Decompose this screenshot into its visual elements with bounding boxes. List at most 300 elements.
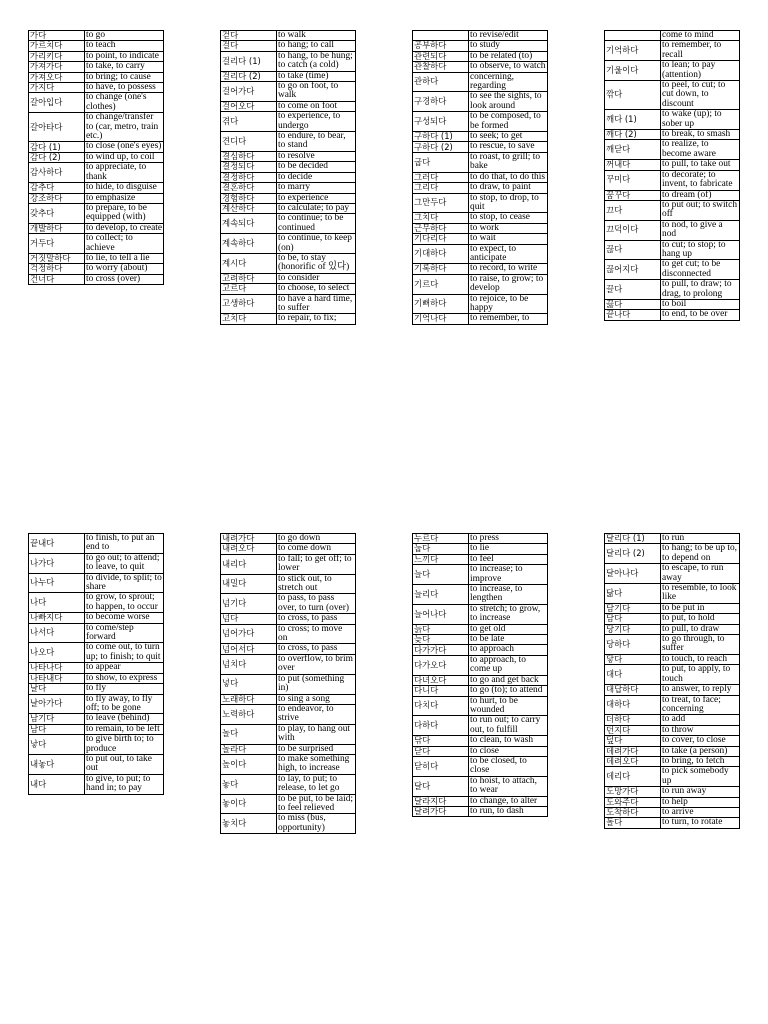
english-meaning: to boil	[661, 299, 740, 309]
korean-word: 데려가다	[605, 746, 661, 756]
english-meaning: to go and get back	[469, 675, 548, 685]
english-meaning: to come/step forward	[85, 623, 164, 643]
korean-word: 도착하다	[605, 807, 661, 817]
english-meaning: to pull, to take out	[661, 160, 740, 170]
korean-word: 갈아입다	[29, 93, 85, 113]
vocab-row	[413, 274, 548, 294]
vocab-row	[413, 746, 548, 756]
english-meaning: to appear	[85, 663, 164, 673]
vocab-row	[29, 183, 164, 193]
vocab-row	[221, 214, 356, 234]
vocab-row	[413, 41, 548, 51]
korean-word: 거짓말하다	[29, 253, 85, 263]
english-meaning: to become worse	[85, 613, 164, 623]
korean-word: 깨다 (1)	[605, 110, 661, 130]
vocab-row	[605, 665, 740, 685]
vocab-row	[29, 694, 164, 714]
english-meaning: to increase; to improve	[469, 565, 548, 585]
english-meaning: to put, to apply, to touch	[661, 665, 740, 685]
english-meaning: to sing a song	[277, 694, 356, 704]
english-meaning: to go through, to suffer	[661, 635, 740, 655]
vocab-row	[605, 130, 740, 140]
english-meaning: to divide, to split; to share	[86, 572, 162, 593]
vocab-row	[29, 193, 164, 203]
vocab-row	[413, 213, 548, 223]
korean-word: 도와주다	[605, 797, 661, 807]
english-meaning: to cross, to pass	[277, 614, 356, 624]
korean-word	[413, 31, 469, 41]
korean-word: 나타내다	[29, 673, 85, 683]
korean-word: 대다	[605, 665, 661, 685]
vocab-row	[605, 695, 740, 715]
english-meaning: to stretch; to grow, to increase	[469, 604, 548, 624]
english-meaning: to come down	[277, 544, 356, 554]
english-meaning: to be, to stay (honorific of 있다)	[277, 253, 356, 273]
korean-word: 달리다 (1)	[605, 534, 661, 544]
korean-word: 그치다	[413, 213, 469, 223]
vocab-row	[221, 774, 356, 794]
english-meaning: to work	[469, 223, 548, 233]
korean-word	[605, 31, 661, 41]
english-meaning: to calculate; to pay	[277, 203, 356, 213]
vocab-row	[605, 280, 740, 300]
english-meaning: to worry (about)	[85, 264, 164, 274]
vocab-row	[605, 544, 740, 564]
vocab-row	[413, 172, 548, 182]
english-meaning: to cover, to close	[661, 736, 740, 746]
korean-word: 결혼하다	[221, 183, 277, 193]
korean-word: 닫히다	[413, 756, 469, 776]
vocab-row	[29, 62, 164, 72]
korean-word: 나가다	[29, 553, 85, 573]
vocab-row	[29, 223, 164, 233]
vocab-row	[221, 314, 356, 324]
english-meaning: to approach, to come up	[469, 655, 548, 675]
korean-word: 가져가다	[29, 62, 85, 72]
english-meaning: to go down	[277, 534, 356, 544]
english-meaning: to hang; to be up to, to depend on	[661, 544, 740, 564]
english-meaning: to revise/edit	[469, 31, 548, 41]
korean-word: 닫다	[413, 746, 469, 756]
vocab-row	[221, 193, 356, 203]
korean-word: 기대하다	[413, 244, 469, 264]
korean-word: 관찰하다	[413, 62, 469, 72]
vocab-row	[605, 725, 740, 735]
korean-word: 기뻐하다	[413, 294, 469, 314]
vocab-row	[221, 151, 356, 161]
korean-word: 겪다	[221, 112, 277, 132]
korean-word: 구경하다	[413, 92, 469, 112]
korean-word: 꿈꾸다	[605, 190, 661, 200]
english-meaning: to cross; to move on	[277, 624, 356, 644]
korean-word: 깎다	[605, 81, 661, 110]
english-meaning: to throw	[661, 725, 740, 735]
korean-word: 계속되다	[221, 214, 277, 234]
english-meaning: to cross (over)	[85, 274, 164, 284]
english-meaning: to resolve	[277, 151, 356, 161]
english-meaning: to lean; to pay (attention)	[661, 61, 740, 81]
korean-word: 나타나다	[29, 663, 85, 673]
english-meaning: to get old	[469, 624, 548, 634]
korean-word: 강조하다	[29, 193, 85, 203]
vocab-table	[220, 30, 356, 325]
english-meaning: to make something high, to increase	[277, 754, 356, 774]
english-meaning: to walk	[277, 31, 356, 41]
english-meaning: to fly	[85, 684, 164, 694]
vocab-row	[221, 203, 356, 213]
vocab-card-4	[604, 30, 740, 321]
korean-word: 감다 (1)	[29, 142, 85, 152]
korean-word: 그만두다	[413, 193, 469, 213]
korean-word: 나오다	[29, 643, 85, 663]
korean-word: 기울이다	[605, 61, 661, 81]
korean-word: 넘기다	[221, 594, 277, 614]
english-meaning: to overflow, to brim over	[277, 654, 356, 674]
vocab-row	[221, 704, 356, 724]
english-meaning: to be related (to)	[469, 51, 548, 61]
vocab-row	[221, 654, 356, 674]
english-meaning: to end, to be over	[661, 310, 740, 320]
korean-word: 날다	[29, 684, 85, 694]
korean-word: 기다리다	[413, 234, 469, 244]
korean-word: 다가가다	[413, 645, 469, 655]
english-meaning: to lie, to tell a lie	[85, 253, 164, 263]
korean-word: 걷다	[221, 31, 277, 41]
vocab-row	[413, 223, 548, 233]
english-meaning: to rescue, to save	[469, 142, 548, 152]
korean-word: 넘다	[221, 614, 277, 624]
vocab-row	[29, 264, 164, 274]
korean-word: 끝내다	[29, 534, 85, 554]
vocab-row	[29, 31, 164, 41]
vocab-row	[29, 142, 164, 152]
english-meaning: to put out, to take out	[85, 754, 164, 774]
vocab-card-6	[220, 533, 356, 834]
korean-word: 기록하다	[413, 264, 469, 274]
korean-word: 늘리다	[413, 585, 469, 605]
korean-word: 끓다	[605, 299, 661, 309]
english-meaning: to fly away, to fly off; to be gone	[85, 694, 164, 714]
english-meaning: to be closed, to close	[469, 756, 548, 776]
vocab-row	[605, 140, 740, 160]
english-meaning: to press	[469, 534, 548, 544]
korean-word: 계속하다	[221, 234, 277, 254]
vocab-row	[413, 193, 548, 213]
vocab-row	[29, 534, 164, 554]
vocab-row	[413, 534, 548, 544]
vocab-row	[221, 41, 356, 51]
vocab-table	[28, 30, 164, 285]
vocab-row	[413, 635, 548, 645]
korean-word: 눕다	[413, 544, 469, 554]
english-meaning: to nod, to give a nod	[661, 220, 740, 240]
english-meaning: to take (time)	[277, 71, 356, 81]
vocab-row	[605, 603, 740, 613]
vocab-row	[29, 593, 164, 613]
korean-word: 경험하다	[221, 193, 277, 203]
korean-word: 느끼다	[413, 554, 469, 564]
vocab-card-2	[220, 30, 356, 325]
english-meaning: to hurt, to be wounded	[469, 696, 548, 716]
korean-word: 감추다	[29, 183, 85, 193]
english-meaning: to dream (of)	[661, 190, 740, 200]
vocab-row	[605, 110, 740, 130]
korean-word: 달다	[413, 776, 469, 796]
korean-word: 도망가다	[605, 787, 661, 797]
vocab-card-8	[604, 533, 740, 829]
korean-word: 넘어서다	[221, 644, 277, 654]
korean-word: 꺼내다	[605, 160, 661, 170]
korean-word: 걸다	[221, 41, 277, 51]
korean-word: 나빠지다	[29, 613, 85, 623]
korean-word: 끌다	[605, 280, 661, 300]
vocab-row	[29, 163, 164, 183]
vocab-row	[221, 794, 356, 814]
korean-word: 가지다	[29, 83, 85, 93]
english-meaning: to observe, to watch	[470, 61, 546, 72]
vocab-row	[221, 754, 356, 774]
english-meaning: to go on foot, to walk	[277, 82, 356, 102]
korean-word: 던지다	[605, 725, 661, 735]
english-meaning: to escape, to run away	[661, 564, 740, 584]
english-meaning: to wait	[469, 234, 548, 244]
vocab-row	[221, 724, 356, 744]
korean-word: 걸리다 (1)	[221, 51, 277, 71]
vocab-row	[605, 160, 740, 170]
english-meaning: to teach	[85, 41, 164, 51]
vocab-row	[605, 635, 740, 655]
english-meaning: to be put, to be laid; to feel relieved	[277, 794, 356, 814]
korean-word: 결심하다	[221, 151, 277, 161]
korean-word: 끊어지다	[605, 260, 661, 280]
korean-word: 걸리다 (2)	[221, 71, 277, 81]
english-meaning: to develop, to create	[86, 222, 163, 233]
english-meaning: to pass, to pass over, to turn (over)	[277, 594, 356, 614]
english-meaning: to peel, to cut; to cut down, to discount	[661, 81, 740, 110]
vocab-row	[221, 273, 356, 283]
korean-word: 대답하다	[605, 685, 661, 695]
korean-word: 당기다	[605, 624, 661, 634]
korean-word: 가르치다	[29, 41, 85, 51]
korean-word: 그리다	[413, 183, 469, 193]
vocab-row	[221, 544, 356, 554]
korean-word: 덮다	[605, 736, 661, 746]
vocab-row	[605, 756, 740, 766]
english-meaning: to have, to possess	[85, 83, 164, 93]
vocab-row	[413, 234, 548, 244]
english-meaning: to feel	[469, 554, 548, 564]
english-meaning: to seek; to get	[469, 132, 548, 142]
english-meaning: to endeavor, to strive	[277, 704, 356, 724]
korean-word: 근무하다	[413, 223, 469, 233]
english-meaning: to be put in	[661, 603, 740, 613]
vocab-row	[221, 614, 356, 624]
korean-word: 늘다	[413, 565, 469, 585]
korean-word: 누르다	[413, 534, 469, 544]
vocab-row	[413, 183, 548, 193]
english-meaning: to close (one's eyes)	[85, 142, 164, 152]
korean-word: 늦다	[413, 635, 469, 645]
vocab-row	[413, 51, 548, 61]
english-meaning: concerning, regarding	[469, 72, 548, 92]
vocab-row	[605, 746, 740, 756]
korean-word: 기억나다	[413, 314, 469, 324]
vocab-row	[413, 796, 548, 806]
vocab-card-5	[28, 533, 164, 795]
vocab-row	[221, 132, 356, 152]
vocab-row	[413, 686, 548, 696]
korean-word: 공부하다	[413, 41, 469, 51]
vocab-row	[413, 294, 548, 314]
vocab-row	[413, 604, 548, 624]
korean-word: 놀다	[221, 724, 277, 744]
vocab-table	[604, 533, 740, 829]
vocab-row	[413, 112, 548, 132]
vocab-row	[605, 299, 740, 309]
english-meaning: to roast, to grill; to bake	[469, 152, 548, 172]
korean-word: 나누다	[29, 573, 85, 593]
english-meaning: to prepare, to be equipped (with)	[85, 203, 164, 223]
english-meaning: to answer, to reply	[661, 685, 740, 695]
vocab-row	[605, 685, 740, 695]
vocab-row	[221, 744, 356, 754]
vocab-row	[221, 234, 356, 254]
korean-word: 갖추다	[29, 203, 85, 223]
english-meaning: to run, to dash	[469, 806, 548, 816]
vocab-row	[221, 694, 356, 704]
english-meaning: to bring; to cause	[85, 72, 164, 82]
english-meaning: to experience, to undergo	[277, 112, 356, 132]
korean-word: 고르다	[221, 284, 277, 294]
english-meaning: to leave (behind)	[85, 714, 164, 724]
korean-word: 가리키다	[29, 51, 85, 61]
korean-word: 닮다	[605, 584, 661, 604]
vocab-row	[605, 564, 740, 584]
korean-word: 넘어가다	[221, 624, 277, 644]
korean-word: 놀라다	[221, 744, 277, 754]
english-meaning: to wind up, to coil	[85, 152, 164, 162]
english-meaning: to be surprised	[277, 744, 356, 754]
vocab-row	[221, 294, 356, 314]
vocab-row	[29, 643, 164, 663]
korean-word: 결정되다	[221, 162, 277, 172]
vocab-row	[605, 797, 740, 807]
english-meaning: to collect; to achieve	[85, 234, 164, 254]
english-meaning: to put, to hold	[661, 614, 740, 624]
korean-word: 다가오다	[413, 655, 469, 675]
english-meaning: to point, to indicate	[85, 51, 164, 61]
korean-word: 감사하다	[29, 163, 85, 183]
vocab-table	[220, 533, 356, 834]
english-meaning: to hang, to be hung; to catch (a cold)	[277, 51, 356, 71]
english-meaning: to change (one's clothes)	[85, 93, 164, 113]
korean-word: 깨닫다	[605, 140, 661, 160]
english-meaning: to play, to hang out with	[277, 724, 356, 744]
english-meaning: to decide	[277, 172, 356, 182]
vocab-row	[413, 152, 548, 172]
english-meaning: to approach	[469, 645, 548, 655]
vocab-row	[221, 624, 356, 644]
vocab-row	[29, 113, 164, 142]
english-meaning: to close	[469, 746, 548, 756]
vocab-row	[29, 754, 164, 774]
korean-word: 개발하다	[29, 223, 85, 233]
vocab-row	[221, 253, 356, 273]
korean-word: 내려오다	[221, 544, 277, 554]
english-meaning: to add	[661, 715, 740, 725]
korean-word: 놓이다	[221, 794, 277, 814]
vocab-row	[605, 240, 740, 260]
korean-word: 기억하다	[605, 41, 661, 61]
english-meaning: to cut; to stop; to hang up	[661, 240, 740, 260]
korean-word: 끝나다	[605, 310, 661, 320]
vocab-row	[413, 142, 548, 152]
korean-word: 건너다	[29, 274, 85, 284]
vocab-row	[221, 183, 356, 193]
english-meaning: to help	[661, 797, 740, 807]
vocab-row	[605, 190, 740, 200]
korean-word: 걸어가다	[221, 82, 277, 102]
korean-word: 남기다	[29, 714, 85, 724]
vocab-row	[413, 132, 548, 142]
korean-word: 노력하다	[221, 704, 277, 724]
vocab-row	[605, 61, 740, 81]
english-meaning: to lay, to put; to release, to let go	[277, 774, 356, 794]
korean-word: 걸어오다	[221, 101, 277, 111]
english-meaning: to go	[85, 31, 164, 41]
vocab-card-7	[412, 533, 548, 817]
vocab-row	[29, 724, 164, 734]
korean-word: 다녀오다	[413, 675, 469, 685]
vocab-row	[605, 170, 740, 190]
english-meaning: to do that, to do this	[469, 172, 548, 182]
vocab-row	[605, 787, 740, 797]
korean-word: 끊다	[605, 240, 661, 260]
korean-word: 견디다	[221, 132, 277, 152]
english-meaning: to touch, to reach	[661, 654, 740, 664]
vocab-row	[413, 645, 548, 655]
vocab-row	[29, 714, 164, 724]
korean-word: 놓치다	[221, 814, 277, 834]
english-meaning: to resemble, to look like	[661, 584, 740, 604]
vocab-row	[221, 554, 356, 574]
english-meaning: to repair, to fix;	[277, 314, 356, 324]
vocab-row	[605, 624, 740, 634]
vocab-row	[221, 82, 356, 102]
korean-word: 데리다	[605, 767, 661, 787]
korean-word: 걱정하다	[29, 264, 85, 274]
english-meaning: to choose, to select	[277, 284, 356, 294]
english-meaning: to stop, to cease	[469, 213, 548, 223]
korean-word: 끄덕이다	[605, 220, 661, 240]
english-meaning: to cross, to pass	[277, 644, 356, 654]
english-meaning: to give, to put; to hand in; to pay	[85, 774, 164, 794]
english-meaning: to rejoice, to be happy	[469, 294, 548, 314]
english-meaning: to emphasize	[85, 193, 164, 203]
korean-word: 높이다	[221, 754, 277, 774]
english-meaning: come to mind	[661, 31, 740, 41]
english-meaning: to arrive	[661, 807, 740, 817]
vocab-row	[413, 585, 548, 605]
korean-word: 닦다	[413, 736, 469, 746]
english-meaning: to fall; to get off; to lower	[277, 554, 356, 574]
korean-word: 갈아타다	[29, 113, 85, 142]
vocab-row	[29, 51, 164, 61]
korean-word: 달아나다	[605, 564, 661, 584]
vocab-row	[413, 544, 548, 554]
korean-word: 낳다	[29, 735, 85, 755]
english-meaning: to marry	[277, 183, 356, 193]
